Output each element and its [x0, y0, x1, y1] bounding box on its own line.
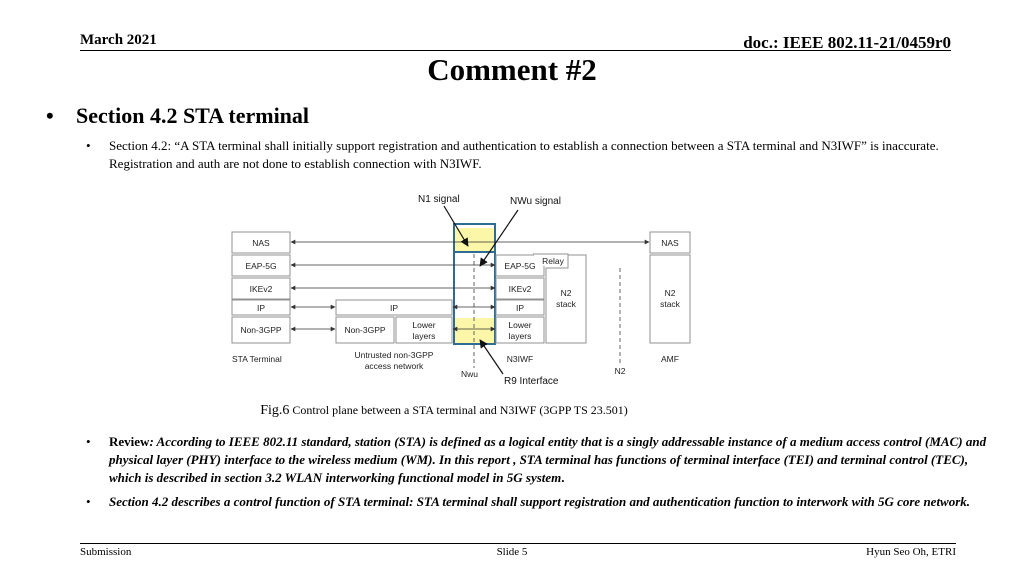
footer-author: Hyun Seo Oh, ETRI: [866, 546, 956, 558]
review-label: Review: [109, 434, 150, 449]
slide-title: Comment #2: [427, 52, 597, 87]
header-divider: [80, 50, 951, 51]
n3-ikev2-label: IKEv2: [508, 284, 532, 294]
review-end: .: [561, 470, 565, 485]
footer-divider: [80, 543, 956, 544]
bullet-dot: •: [86, 494, 91, 509]
description-text: Section 4.2 describes a control function of STA terminal: STA terminal shall support registration and authentication function to interwork with 5G core network.: [109, 494, 971, 509]
sta-eap-label: EAP-5G: [245, 261, 277, 271]
n3-n2stack-label-2: stack: [556, 299, 576, 309]
bullet-dot: •: [86, 434, 91, 449]
caption-text: Control plane between a STA terminal and N3IWF (3GPP TS 23.501): [289, 403, 628, 417]
an-lower-label-1: Lower: [412, 320, 436, 330]
nwu-signal-label: NWu signal: [510, 196, 561, 207]
n3-lower-label-1: Lower: [508, 320, 532, 330]
review-text: : According to IEEE 802.11 standard, station (STA) is defined as a logical entity that is a singly addressable instance of a medium access control (MAC) and physical layer (PHY) interface to the wireless medium (WM). In this report , STA terminal has functions of terminal interface (TEI) and terminal control (TEC), which is described in section 3.2 WLAN interworking functional model in 5G system: [109, 434, 987, 485]
figure-caption: [0, 403, 888, 419]
amf-nas-label: NAS: [661, 238, 679, 248]
r9-callout-arrow: [480, 340, 503, 374]
an-name-label-1: Untrusted non-3GPP: [354, 350, 434, 360]
header-doc-id: doc.: IEEE 802.11-21/0459r0: [743, 33, 951, 52]
review-bullet: [86, 433, 991, 487]
sta-nas-label: NAS: [252, 238, 270, 248]
n3-eap-label: EAP-5G: [504, 261, 536, 271]
footer-slide-number: Slide 5: [496, 546, 528, 558]
amf-n2stack-label-1: N2: [664, 288, 676, 298]
sta-ip-label: IP: [256, 303, 266, 313]
footer-submission: Submission: [80, 546, 132, 558]
n1-signal-label: N1 signal: [418, 194, 460, 205]
control-plane-diagram: [228, 188, 700, 388]
amf-n2stack-label-2: stack: [660, 299, 680, 309]
relay-label: Relay: [542, 256, 564, 266]
n3-ip-label: IP: [515, 303, 525, 313]
n3-lower-label-2: layers: [508, 331, 532, 341]
nwu-label: Nwu: [461, 369, 479, 379]
description-bullet: [86, 493, 991, 511]
sta-non3gpp-label: Non-3GPP: [240, 325, 282, 335]
first-bullet: [86, 137, 991, 173]
header-date: March 2021: [80, 32, 157, 48]
an-non3gpp-label: Non-3GPP: [344, 325, 386, 335]
caption-label: Fig.6: [260, 403, 290, 418]
section-heading-text: Section 4.2 STA terminal: [76, 103, 310, 128]
bullet-dot: •: [86, 138, 91, 153]
n3-n2stack-label-1: N2: [560, 288, 572, 298]
bullet-dot: •: [46, 103, 54, 128]
an-lower-label-2: layers: [412, 331, 436, 341]
r9-interface-label: R9 Interface: [504, 376, 559, 387]
n3iwf-label: N3IWF: [506, 354, 534, 364]
sta-ikev2-label: IKEv2: [249, 284, 273, 294]
n1-highlight: [454, 228, 495, 252]
an-name-label-2: access network: [364, 361, 424, 371]
amf-label: AMF: [661, 354, 679, 364]
n2-label: N2: [614, 366, 626, 376]
sta-terminal-label: STA Terminal: [232, 354, 282, 364]
an-ip-label: IP: [389, 303, 399, 313]
first-bullet-text: Section 4.2: “A STA terminal shall initially support registration and authentication to establish a connection between a STA terminal and N3IWF” is inaccurate. Registration and auth are not done to establish connection with N3IWF.: [109, 138, 939, 171]
section-heading: [46, 103, 309, 129]
